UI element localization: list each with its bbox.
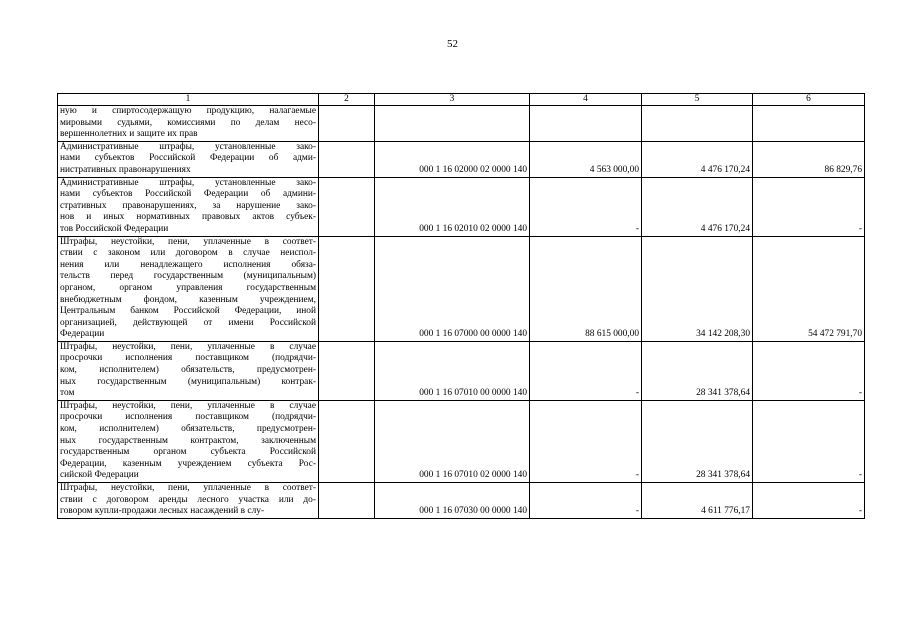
description-line: том — [60, 388, 75, 399]
description-line: просрочки исполнения поставщиком (подрядчи- — [60, 353, 316, 364]
description-line: Штрафы, неустойки, пени, уплаченные в соответ- — [60, 236, 316, 247]
description-line: ствии с договором аренды лесного участка или до- — [60, 494, 316, 505]
page-number: 52 — [447, 38, 458, 50]
row-description — [58, 483, 319, 519]
row-code: 000 1 16 07030 00 0000 140 — [375, 483, 530, 519]
description-line: вершеннолетних и защите их прав — [60, 129, 198, 140]
description-line: Центральным банком Российской Федерации, иной — [60, 306, 316, 317]
row-plan: - — [530, 483, 642, 519]
row-col2 — [319, 400, 375, 482]
description-line: ных государственным (муниципальным) контрак- — [60, 376, 316, 387]
row-col2 — [319, 177, 375, 236]
row-plan: 4 563 000,00 — [530, 141, 642, 177]
column-header: 4 — [530, 94, 642, 106]
table-header-row — [58, 94, 865, 106]
description-line: просрочки исполнения поставщиком (подрядчи- — [60, 412, 316, 423]
description-line: органом, органом управления государственным — [60, 282, 316, 293]
column-header: 6 — [753, 94, 865, 106]
description-line: Административные штрафы, установленные зако- — [60, 177, 316, 188]
description-line: Штрафы, неустойки, пени, уплаченные в соответ- — [60, 483, 316, 493]
row-description — [58, 400, 319, 482]
description-line: Федерации — [60, 329, 105, 340]
row-code: 000 1 16 07010 00 0000 140 — [375, 341, 530, 400]
row-fact: 4 476 170,24 — [642, 141, 753, 177]
row-plan: - — [530, 400, 642, 482]
table-row — [58, 106, 865, 142]
description-line: тельств перед государственным (муниципальным) — [60, 271, 316, 282]
description-line: нов и иных нормативных правовых актов субъек- — [60, 212, 316, 223]
table-row — [58, 483, 865, 519]
row-description — [58, 236, 319, 341]
budget-table — [57, 93, 865, 519]
row-code: 000 1 16 02000 02 0000 140 — [375, 141, 530, 177]
description-line: говором купли-продажи лесных насаждений в слу- — [60, 506, 265, 517]
description-line: ствии с законом или договором в случае неиспол- — [60, 248, 316, 259]
row-plan — [530, 106, 642, 142]
description-line: нами субъектов Российской Федерации об адми- — [60, 153, 316, 164]
row-fact: 4 611 776,17 — [642, 483, 753, 519]
row-code: 000 1 16 02010 02 0000 140 — [375, 177, 530, 236]
row-fact — [642, 106, 753, 142]
description-line: нистративных правонарушениях — [60, 164, 191, 175]
description-line: тов Российской Федерации — [60, 223, 169, 234]
table-row — [58, 341, 865, 400]
row-col2 — [319, 141, 375, 177]
row-diff: - — [753, 341, 865, 400]
description-line: Административные штрафы, установленные зако- — [60, 141, 316, 152]
description-line: нения или ненадлежащего исполнения обяза- — [60, 259, 316, 270]
row-code: 000 1 16 07000 00 0000 140 — [375, 236, 530, 341]
row-description — [58, 177, 319, 236]
description-line: Штрафы, неустойки, пени, уплаченные в случае — [60, 341, 316, 352]
description-line: внебюджетным фондом, казенным учреждением, — [60, 294, 316, 305]
column-header: 3 — [375, 94, 530, 106]
row-plan: - — [530, 177, 642, 236]
row-col2 — [319, 106, 375, 142]
description-line: организацией, действующей от имени Российской — [60, 317, 316, 328]
row-description — [58, 141, 319, 177]
description-line: мировыми судьями, комиссиями по делам несо- — [60, 117, 316, 128]
description-line: ных государственным контрактом, заключенным — [60, 435, 316, 446]
description-line: ком, исполнителем) обязательств, предусмотрен- — [60, 424, 316, 435]
row-fact: 4 476 170,24 — [642, 177, 753, 236]
row-code: 000 1 16 07010 02 0000 140 — [375, 400, 530, 482]
row-fact: 28 341 378,64 — [642, 400, 753, 482]
description-line: нами субъектов Российской Федерации об админи- — [60, 189, 316, 200]
row-description — [58, 341, 319, 400]
row-plan: - — [530, 341, 642, 400]
row-fact: 34 142 208,30 — [642, 236, 753, 341]
table-row — [58, 236, 865, 341]
row-diff: 54 472 791,70 — [753, 236, 865, 341]
row-diff: - — [753, 400, 865, 482]
row-plan: 88 615 000,00 — [530, 236, 642, 341]
row-diff: 86 829,76 — [753, 141, 865, 177]
description-line: Штрафы, неустойки, пени, уплаченные в случае — [60, 400, 316, 411]
row-col2 — [319, 236, 375, 341]
column-header: 1 — [58, 94, 319, 106]
table-row — [58, 177, 865, 236]
row-description — [58, 106, 319, 142]
row-col2 — [319, 483, 375, 519]
table-row — [58, 400, 865, 482]
description-line: Федерации, казенным учреждением субъекта Рос- — [60, 458, 316, 469]
description-line: государственным органом субъекта Российской — [60, 447, 316, 458]
description-line: ком, исполнителем) обязательств, предусмотрен- — [60, 365, 316, 376]
table-row — [58, 141, 865, 177]
row-col2 — [319, 341, 375, 400]
row-diff: - — [753, 483, 865, 519]
row-diff — [753, 106, 865, 142]
row-code — [375, 106, 530, 142]
description-line: стративных правонарушениях, за нарушение зако- — [60, 200, 316, 211]
column-header: 5 — [642, 94, 753, 106]
row-fact: 28 341 378,64 — [642, 341, 753, 400]
column-header: 2 — [319, 94, 375, 106]
description-line: ную и спиртосодержащую продукцию, налагаемые — [60, 106, 316, 116]
description-line: сийской Федерации — [60, 470, 139, 481]
row-diff: - — [753, 177, 865, 236]
